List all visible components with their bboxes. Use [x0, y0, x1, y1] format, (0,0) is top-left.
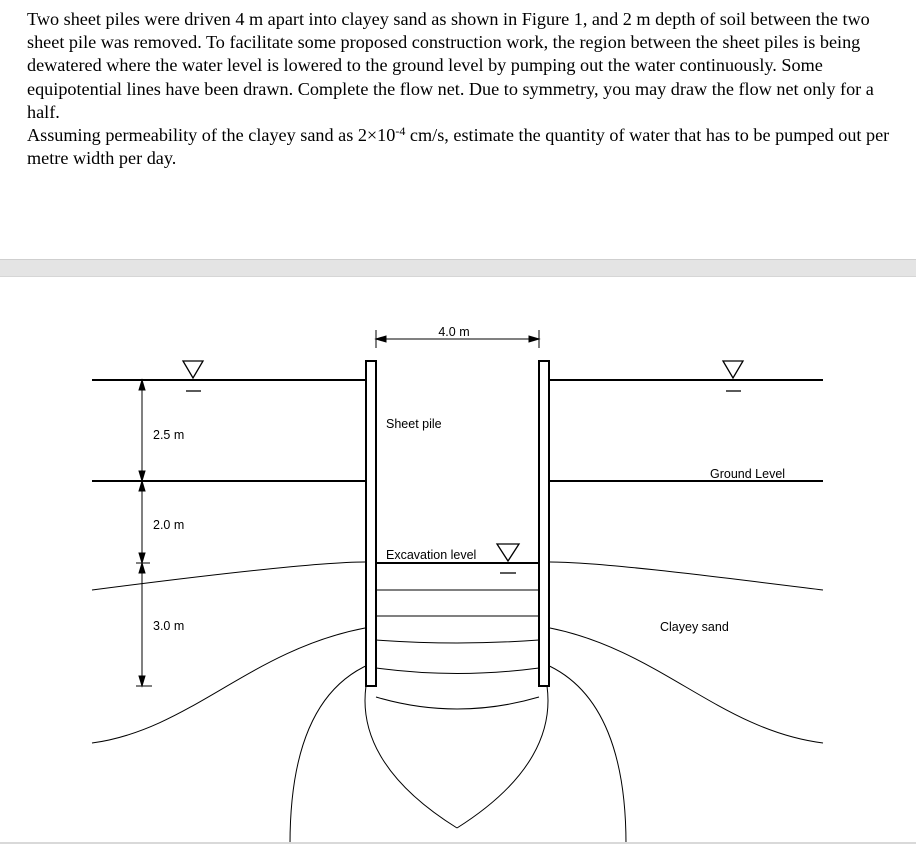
depth-dimension [136, 380, 152, 686]
dim-label-2-0: 2.0 m [153, 518, 185, 532]
equipotential-lines-outer [92, 562, 823, 743]
question-paragraph-1: Two sheet piles were driven 4 m apart into clayey sand as shown in Figure 1, and 2 m depth of soil between the two sheet pile was removed. To facilitate some proposed construction work, the region between the sheet piles is being dewatered where the water level is lowered to the ground level by pumping out the water continuously. Some equipotential lines have been drawn. Complete the flow net. Due to symmetry, you may draw the flow net only for a half. [27, 9, 874, 122]
dim-label-2-5: 2.5 m [153, 428, 185, 442]
water-table-icon-excavation [497, 544, 519, 573]
question-line2-end: cm/s, estimate the quantity of water that has to be pumped out per metre width per day. [27, 125, 890, 169]
sheet-pile-label: Sheet pile [386, 417, 442, 431]
ground-level-label: Ground Level [710, 467, 786, 481]
water-table-icon-left [183, 361, 203, 391]
exponent: -4 [395, 124, 406, 139]
excavation-level-label: Excavation level [386, 548, 477, 562]
soil-label: Clayey sand [660, 620, 729, 634]
sheet-pile-right [539, 361, 549, 686]
question-line2-start: Assuming permeability of the clayey sand as 2×10 [27, 125, 396, 146]
water-table-icon-right [723, 361, 743, 391]
dim-label-3-0: 3.0 m [153, 619, 185, 633]
equipotential-lines-inner [376, 563, 539, 709]
sheet-pile-left [366, 361, 376, 686]
width-label: 4.0 m [438, 325, 470, 339]
flow-lines [290, 664, 626, 844]
